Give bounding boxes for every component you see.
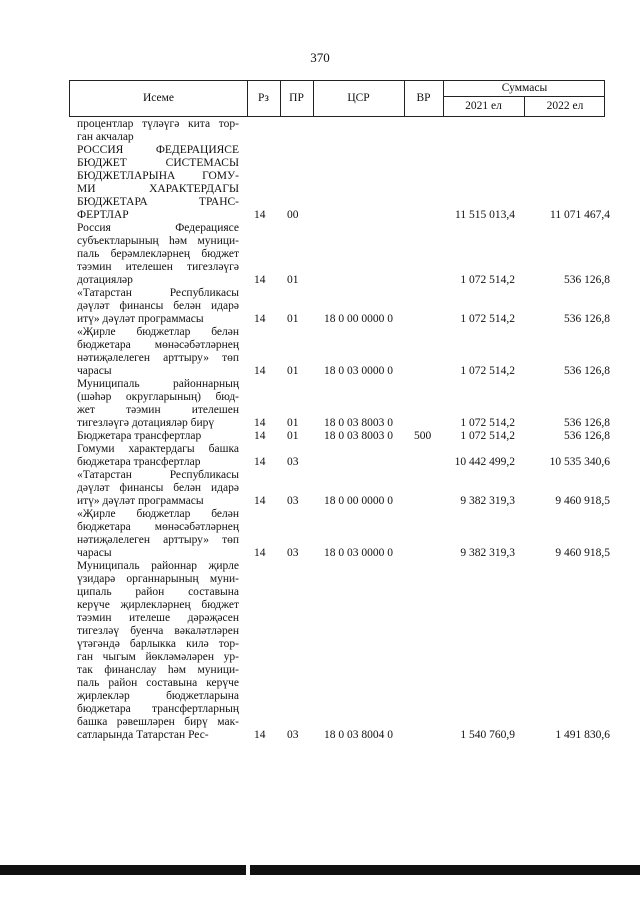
name-line: «Татарстан Республикасы [77,287,239,299]
cell-sum-2022: 536 126,8 [564,417,610,429]
cell-rz: 14 [254,313,266,325]
name-line: МИ ХАРАКТЕРДАГЫ [77,183,239,195]
name-line: ган акчалар [77,131,134,143]
name-line: паль берәмлекләрнең бюджет [77,248,239,260]
cell-rz: 14 [254,547,266,559]
cell-pr: 01 [287,274,299,286]
cell-pr: 01 [287,313,299,325]
name-line: үзидарә органнарының муни- [77,573,239,585]
name-line: паль район составына керүче [77,677,239,689]
cell-name [77,287,239,326]
table-header [69,80,605,117]
cell-sum-2022: 9 460 918,5 [555,495,610,507]
cell-sum-2022: 536 126,8 [564,313,610,325]
table-row [0,508,640,560]
cell-csr: 18 0 00 0000 0 [324,313,393,325]
name-line: тәэмин ителешен тигезләүгә [77,261,239,273]
name-line: «Җирле бюджетлар белән [77,508,239,520]
cell-pr: 03 [287,547,299,559]
table-row [0,118,640,144]
cell-name [77,326,239,378]
table-row [0,326,640,378]
sums-divider [443,96,604,97]
cell-sum-2022: 536 126,8 [564,274,610,286]
cell-name [77,222,239,287]
cell-pr: 01 [287,430,299,442]
cell-sum-2021: 1 072 514,2 [460,313,515,325]
name-line: Муниципаль районнарның [77,378,239,390]
cell-pr: 03 [287,456,299,468]
cell-sum-2021: 1 072 514,2 [460,365,515,377]
name-line: итү» дәүләт программасы [77,313,204,325]
name-line: итү» дәүләт программасы [77,495,204,507]
cell-name [77,443,239,469]
name-line: үтәгәндә барлыкка килә тор- [77,638,239,650]
cell-name [77,144,239,222]
cell-sum-2022: 11 071 467,4 [550,209,610,221]
name-line: башка рәвешләрен бирү мак- [77,716,239,728]
cell-pr: 03 [287,729,299,741]
cell-name [77,508,239,560]
name-line: ган чыгым йөкләмәләрен ур- [77,651,239,663]
name-line: ФЕРТЛАР [77,209,129,221]
cell-csr: 18 0 00 0000 0 [324,495,393,507]
name-line: бюджетара мөнәсәбәтләрнең [77,339,239,351]
name-line: тигезләү буенча вәкаләтләрен [77,625,239,637]
cell-name [77,430,239,443]
table-row [0,378,640,430]
header-year-2021: 2021 ел [465,100,502,112]
cell-pr: 01 [287,417,299,429]
name-line: «Җирле бюджетлар белән [77,326,239,338]
name-line: РОССИЯ ФЕДЕРАЦИЯСЕ [77,144,239,156]
name-line: тигезләүгә дотацияләр бирү [77,417,215,429]
name-line: керүче җирлекләрнең бюджет [77,599,239,611]
name-line: ципаль район составына [77,586,239,598]
name-line: Гомуми характердагы башка [77,443,239,455]
name-line: Бюджетара трансфертлар [77,430,202,442]
header-vr: ВР [416,92,431,104]
cell-csr: 18 0 03 8003 0 [324,430,393,442]
name-line: дотацияләр [77,274,133,286]
name-line: бюджетара мөнәсәбәтләрнең [77,521,239,533]
cell-sum-2021: 1 072 514,2 [460,430,515,442]
header-rz: Рз [258,92,269,104]
cell-sum-2022: 536 126,8 [564,430,610,442]
cell-sum-2021: 9 382 319,3 [460,495,515,507]
cell-pr: 01 [287,365,299,377]
cell-name [77,378,239,430]
cell-sum-2022: 9 460 918,5 [555,547,610,559]
cell-name [77,118,239,144]
name-line: дәүләт финансы белән идарә [77,300,239,312]
name-line: так финанслау һәм муници- [77,664,239,676]
cell-rz: 14 [254,274,266,286]
name-line: нәтиҗәлелеген арттыру» төп [77,534,239,546]
name-line: (шәһәр округларының) бюд- [77,391,239,403]
name-line: нәтиҗәлелеген арттыру» төп [77,352,239,364]
header-csr: ЦСР [347,92,370,104]
cell-sum-2021: 10 442 499,2 [454,456,515,468]
name-line: чарасы [77,547,112,559]
cell-rz: 14 [254,729,266,741]
table-row [0,430,640,443]
name-line: субъектларының һәм муници- [77,235,239,247]
header-name: Исеме [142,92,175,104]
cell-sum-2021: 1 540 760,9 [460,729,515,741]
table-row [0,469,640,508]
cell-sum-2022: 536 126,8 [564,365,610,377]
header-sums: Суммасы [501,82,548,94]
cell-pr: 03 [287,495,299,507]
cell-name [77,560,239,742]
name-line: чарасы [77,365,112,377]
cell-rz: 14 [254,430,266,442]
table-row [0,222,640,287]
name-line: Муниципаль районнар җирле [77,560,239,572]
cell-pr: 00 [287,209,299,221]
cell-sum-2022: 1 491 830,6 [555,729,610,741]
table-body [0,118,640,742]
cell-vr: 500 [414,430,432,442]
name-line: Россия Федерациясе [77,222,239,234]
name-line: БЮДЖЕТАРА ТРАНС- [77,196,239,208]
name-line: дәүләт финансы белән идарә [77,482,239,494]
cell-csr: 18 0 03 8004 0 [324,729,393,741]
cell-rz: 14 [254,495,266,507]
cell-rz: 14 [254,417,266,429]
cell-sum-2021: 11 515 013,4 [455,209,515,221]
name-line: сатларында Татарстан Рес- [77,729,209,741]
name-line: бюджетара трансфертлар [77,456,201,468]
header-pr: ПР [289,92,304,104]
cell-sum-2021: 1 072 514,2 [460,274,515,286]
cell-sum-2021: 1 072 514,2 [460,417,515,429]
table-row [0,287,640,326]
name-line: тәэмин ителеше дәрәҗәсен [77,612,239,624]
table-row [0,144,640,222]
cell-csr: 18 0 03 0000 0 [324,547,393,559]
table-row [0,443,640,469]
name-line: бюджетара трансфертларның [77,703,239,715]
header-year-2022: 2022 ел [546,100,584,112]
name-line: БЮДЖЕТЛАРЫНА ГОМУ- [77,170,239,182]
name-line: жет тәэмин ителешен [77,404,239,416]
cell-rz: 14 [254,209,266,221]
name-line: «Татарстан Республикасы [77,469,239,481]
name-line: җирлекләр бюджетларына [77,690,239,702]
table-row [0,560,640,742]
cell-csr: 18 0 03 0000 0 [324,365,393,377]
scan-edge-bar [0,865,640,875]
page-number: 370 [310,50,330,65]
cell-name [77,469,239,508]
cell-rz: 14 [254,365,266,377]
cell-sum-2021: 9 382 319,3 [460,547,515,559]
cell-sum-2022: 10 535 340,6 [549,456,610,468]
name-line: процентлар түләүгә кита тор- [77,118,239,130]
cell-csr: 18 0 03 8003 0 [324,417,393,429]
name-line: БЮДЖЕТ СИСТЕМАСЫ [77,157,239,169]
cell-rz: 14 [254,456,266,468]
